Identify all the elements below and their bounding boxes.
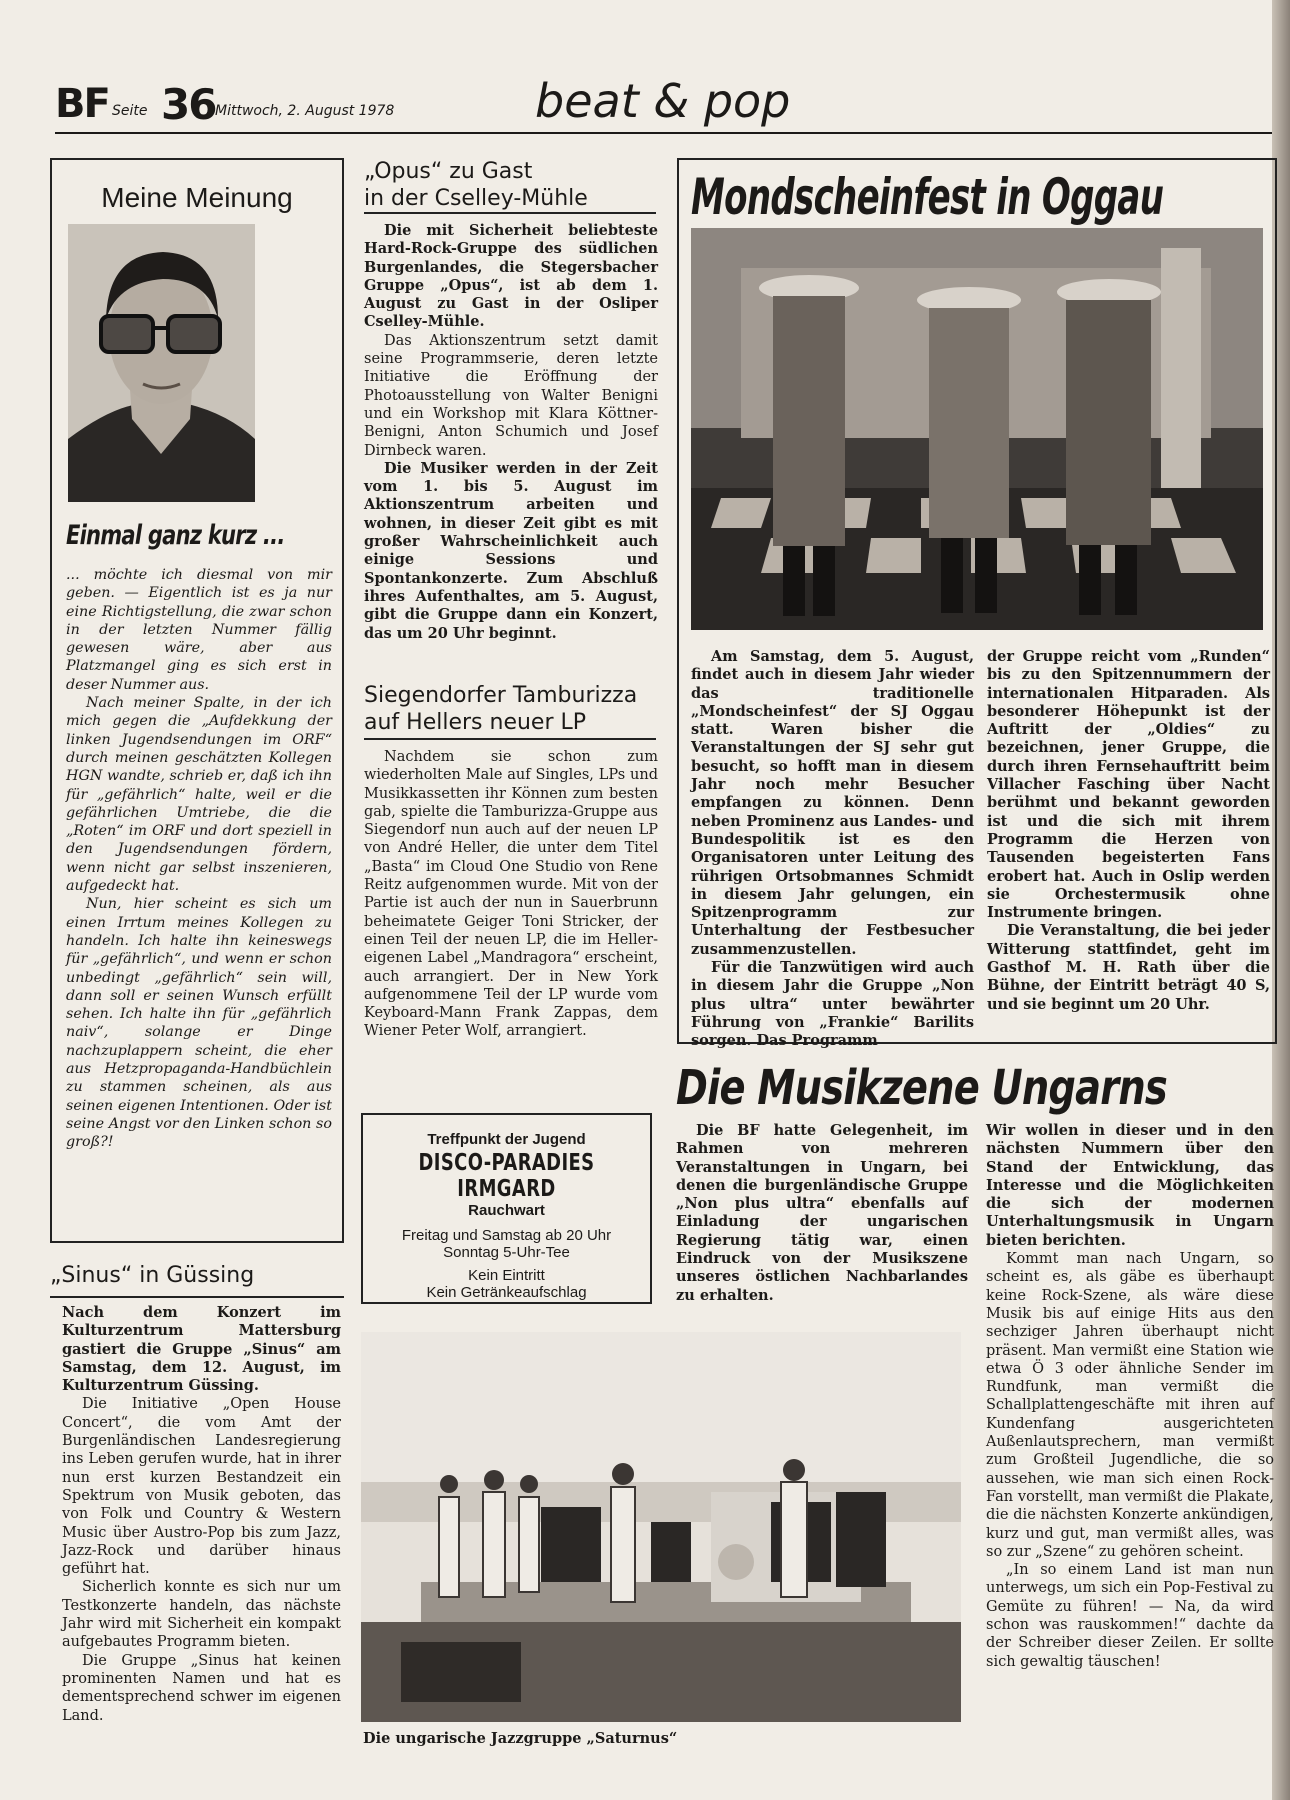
mondschein-photo: [691, 228, 1263, 630]
ad-line: Kein Eintritt: [468, 1267, 545, 1284]
mondschein-col-1: [691, 648, 974, 1051]
opus-headline-line: in der Cselley-Mühle: [364, 186, 588, 211]
ad-line: Freitag und Samstag ab 20 Uhr: [401, 1227, 612, 1244]
opinion-headline: Einmal ganz kurz ...: [66, 520, 285, 551]
photo-caption: Die ungarische Jazzgruppe „Saturnus“: [363, 1730, 678, 1747]
tamburizza-headline-line: Siegendorfer Tamburizza: [364, 683, 638, 708]
tamburizza-article: [364, 748, 658, 1041]
opus-body: Das Aktionszentrum setzt damit seine Programmserie, deren letzte Initiative die Eröffnung der Photoausstellung von Walter Benigni und ein Workshop mit Klara Köttner-Benigni, Anton Schumich und Josef Dirnbeck waren.: [364, 332, 658, 459]
mondschein-col-2: [987, 648, 1270, 1014]
issue-date: Mittwoch, 2. August 1978: [215, 103, 395, 119]
ungarn-intro: Die BF hatte Gelegenheit, im Rahmen von mehreren Veranstaltungen in Ungarn, bei denen die burgenländische Gruppe „Non plus ultra“ ebenfalls auf Einladung der ungarischen Regierung tätig war, einen Eindruck von der Musikszene unseres östlichen Nachbarlandes zu erhalten.: [676, 1122, 968, 1304]
sinus-paragraph: Sicherlich konnte es sich nur um Testkonzerte handeln, das nächste Jahr wird mit Sicherheit ein kompakt aufgebautes Programm bieten.: [62, 1579, 341, 1651]
tamburizza-headline: [364, 682, 637, 736]
opus-headline-line: „Opus“ zu Gast: [364, 159, 533, 184]
ad-line: Treffpunkt der Jugend: [427, 1131, 586, 1148]
opinion-title: Meine Meinung: [101, 182, 293, 213]
mondschein-box: [677, 158, 1277, 1050]
ungarn-headline: Die Musikzene Ungarns: [676, 1060, 1167, 1116]
opinion-paragraph: Nach meiner Spalte, in der ich mich gegen die „Aufdekkung der linken Jugendsendungen im ORF“ durch meinen geschätzten Kollegen HGN wandte, schrieb er, daß ich ihn für „gefährlich“ halte, weil er die gefährlichen Umtriebe, die die „Roten“ im ORF und dort speziell in den Jugendsendungen fördern, wenn nicht gar selbst inszenieren, aufgedeckt hat.: [66, 695, 332, 895]
opus-article: [364, 222, 658, 643]
ungarn-paragraph: Wir wollen in dieser und in den nächsten Nummern über den Stand der Entwicklung, das Interesse und die Möglichkeiten die sich der modernen Unterhaltungsmusik in Ungarn bieten berichten.: [986, 1122, 1274, 1249]
page-number: 36: [161, 80, 216, 129]
opus-end: Die Musiker werden in der Zeit vom 1. bis 5. August im Aktionszentrum arbeiten und wohnen, in dieser Zeit gibt es mit großer Wahrscheinlichkeit auch einige Sessions und Spontankonzerte. Zum Abschluß ihres Aufenthaltes, am 5. August, gibt die Gruppe dann ein Konzert, das um 20 Uhr beginnt.: [364, 459, 658, 642]
opus-rule: [364, 212, 656, 214]
mondschein-text: Die Veranstaltung, die bei jeder Witterung stattfindet, geht im Gasthof M. H. Rath über die Bühne, der Eintritt beträgt 40 S, und sie beginnt um 20 Uhr.: [987, 922, 1270, 1013]
ungarn-paragraph: Kommt man nach Ungarn, so scheint es, als gäbe es überhaupt keine Rock-Szene, als wäre diese Musik bis auf einige Hits aus den sechziger Jahren überhaupt nicht präsent. Man vermißt eine Station wie etwa Ö 3 oder ähnliche Sender im Rundfunk, man vermißt die Schallplattengeschäfte mit ihren auf Kundenfang ausgerichteten Außenlautsprechern, man vermißt zum Großteil Jugendliche, die so aussehen, wie man sich einen Rock-Fan vorstellt, man vermißt die Plakate, die die nächsten Konzerte ankündigen, kurz und gut, man vermißt alles, was so zur „Szene“ zu gehören scheint.: [986, 1251, 1274, 1560]
header-rule: [55, 132, 1285, 134]
ad-line: Kein Getränkeaufschlag: [426, 1284, 587, 1301]
ungarn-paragraph: „In so einem Land ist man nun unterwegs, um sich ein Pop-Festival zu Gemüte zu führen! — Na, da wird schon was rauskommen!“ dachte da der Schreiber dieser Zeilen. Er sollte sich gewaltig täuschen!: [986, 1562, 1274, 1670]
opinion-box: [50, 158, 344, 1243]
ungarn-col-1: [676, 1122, 968, 1305]
tamburizza-rule: [364, 738, 656, 740]
tamburizza-headline-line: auf Hellers neuer LP: [364, 710, 587, 735]
opus-lead: Die mit Sicherheit beliebteste Hard-Rock-Gruppe des südlichen Burgenlandes, die Stegersbacher Gruppe „Opus“, ist ab dem 1. August zu Gast in der Osliper Cselley-Mühle.: [364, 222, 658, 331]
opinion-paragraph: Nun, hier scheint es sich um einen Irrtum meines Kollegen zu handeln. Ich halte ihn keineswegs für „gefährlich“, und wenn er schon unbedingt „gefährlich“ sein will, dann soll er seinen Wunsch erfüllt sehen. Ich halte ihn für „gefährlich naiv“, solange er Dinge nachzuplappern scheint, die eher aus Hetzpropaganda-Handbüchlein zu stammen scheinen, als aus seinen eigenen Intentionen. Oder ist seine Angst vor den Linken schon so groß?!: [66, 896, 332, 1151]
sinus-article: [62, 1304, 341, 1725]
saturnus-photo: [361, 1332, 961, 1722]
sinus-headline: „Sinus“ in Güssing: [50, 1263, 255, 1288]
section-title: beat & pop: [535, 74, 791, 128]
ungarn-col-2: [986, 1122, 1274, 1671]
opinion-paragraph: ... möchte ich diesmal von mir geben. — Eigentlich ist es ja nur eine Richtigstellung, die zwar schon in der letzten Nummer fällig gewesen wäre, aber aus Platzmangel ging es sich erst in deser Nummer aus.: [66, 567, 332, 693]
opus-headline: [364, 158, 588, 212]
ad-disco-name: DISCO-PARADIES IRMGARD: [418, 1150, 595, 1202]
ad-line: Sonntag 5-Uhr-Tee: [443, 1244, 570, 1261]
tamburizza-body: Nachdem sie schon zum wiederholten Male auf Singles, LPs und Musikkassetten ihr Können zum besten gab, spielte die Tamburizza-Gruppe aus Siegendorf nun auch auf der neuen LP von André Heller, die unter dem Titel „Basta“ im Cloud One Studio von Rene Reitz aufgenommen wurde. Mit von der Partie ist auch der nun in Sauerbrunn beheimatete Geiger Toni Stricker, der einen Teil der neuen LP, die im Heller-eigenen Label „Mandragora“ erscheint, auch arrangiert. Der in New York aufgenommene Teil der LP wurde vom Keyboard-Mann Frank Zappas, dem Wiener Peter Wolf, arrangiert.: [364, 749, 658, 1040]
mondschein-text: Für die Tanzwütigen wird auch in diesem Jahr die Gruppe „Non plus ultra“ unter bewährter Führung von „Frankie“ Barilits sorgen. Das Programm: [691, 959, 974, 1050]
mondschein-text: der Gruppe reicht vom „Runden“ bis zu den Spitzennummern der internationalen Hitparaden. Als besonderer Höhepunkt ist der Auftritt der „Oldies“ zu bezeichnen, jener Gruppe, die durch ihren Fernsehauftritt beim Villacher Fasching über Nacht berühmt und bekannt geworden ist und die sich mit ihrem Programm die Herzen von Tausenden begeisterten Fans erobert hat. Auch in Oslip werden sie Orchestermusik ohne Instrumente bringen.: [987, 648, 1270, 922]
newspaper-logo: BF: [55, 81, 109, 127]
sinus-rule: [50, 1296, 344, 1298]
page-label: Seite: [112, 103, 148, 119]
ad-location: Rauchwart: [468, 1202, 545, 1219]
mondschein-headline: Mondscheinfest in Oggau: [691, 168, 1164, 226]
disco-ad[interactable]: [361, 1113, 652, 1304]
opinion-text: [66, 566, 332, 1152]
mondschein-text: Am Samstag, dem 5. August, findet auch in diesem Jahr wieder das traditionelle „Mondscheinfest“ der SJ Oggau statt. Waren bisher die Veranstaltungen der SJ sehr gut besucht, so hofft man in diesem Jahr noch mehr Besucher empfangen zu können. Denn neben Prominenz aus Landes- und Bundespolitik ist es den Organisatoren unter Leitung des rührigen Ortsobmannes Schmidt in diesem Jahr gelungen, ein Spitzenprogramm zur Unterhaltung der Festbesucher zusammenzustellen.: [691, 648, 974, 958]
sinus-lead: Nach dem Konzert im Kulturzentrum Mattersburg gastiert die Gruppe „Sinus“ am Samstag, dem 12. August, im Kulturzentrum Güssing.: [62, 1304, 341, 1395]
sinus-paragraph: Die Initiative „Open House Concert“, die vom Amt der Burgenländischen Landesregierung ins Leben gerufen wurde, hat in ihrer nun erst kurzen Bestandzeit ein Spektrum von Musik geboten, das von Folk und Country & Western Music über Austro-Pop bis zum Jazz, Jazz-Rock und darüber hinaus geführt hat.: [62, 1396, 341, 1578]
sinus-paragraph: Die Gruppe „Sinus hat keinen prominenten Namen und hat es dementsprechend schwer im eigenen Land.: [62, 1652, 341, 1724]
author-portrait: [68, 224, 255, 502]
